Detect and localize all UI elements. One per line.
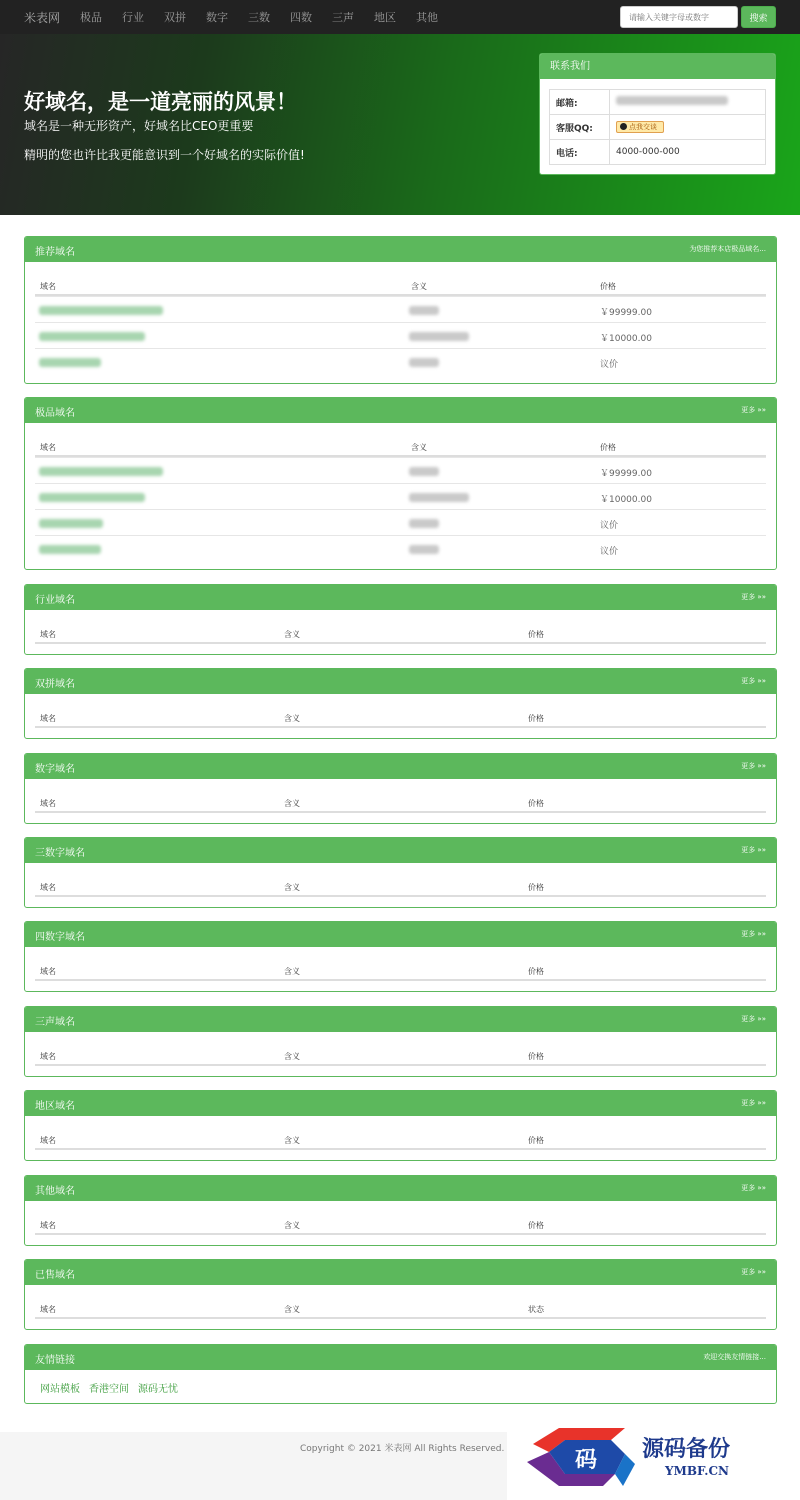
- penguin-icon: [620, 123, 627, 130]
- panel-more-link[interactable]: 更多 »»: [741, 762, 766, 770]
- domain-price: ￥99999.00: [600, 308, 652, 318]
- table-header: [35, 957, 766, 981]
- col-meaning: 含义: [284, 630, 300, 639]
- domain-price: ￥10000.00: [600, 495, 652, 505]
- panel-three-digit: [24, 837, 777, 908]
- panel-header: [25, 398, 776, 423]
- panel-four-digit: [24, 921, 777, 992]
- panel-header: [25, 1176, 776, 1201]
- col-price: 价格: [528, 799, 544, 808]
- col-price: 价格: [528, 714, 544, 723]
- domain-link[interactable]: [39, 306, 163, 315]
- nav-item-industry[interactable]: 行业: [122, 11, 144, 24]
- col-domain: 域名: [40, 1136, 56, 1145]
- domain-link[interactable]: [39, 545, 101, 554]
- domain-table: [35, 704, 766, 728]
- nav-item-other[interactable]: 其他: [416, 11, 438, 24]
- table-header: [35, 620, 766, 644]
- table-header: [35, 433, 766, 457]
- panel-more-link[interactable]: 更多 »»: [741, 1184, 766, 1192]
- panel-header: [25, 1007, 776, 1032]
- table-header: [35, 1042, 766, 1066]
- search-button[interactable]: 搜索: [741, 6, 776, 28]
- hero-title: 好域名，是一道亮丽的风景！: [24, 90, 297, 114]
- panel-more-link[interactable]: 更多 »»: [741, 677, 766, 685]
- panel-title: 双拼域名: [35, 679, 75, 690]
- panel-more-link[interactable]: 更多 »»: [741, 406, 766, 414]
- panel-header: [25, 1260, 776, 1285]
- panel-title: 极品域名: [35, 408, 75, 419]
- table-header: [35, 873, 766, 897]
- domain-table: [35, 957, 766, 981]
- col-domain: 域名: [40, 1305, 56, 1314]
- panel-title: 友情链接: [35, 1355, 75, 1366]
- panel-more-link[interactable]: 更多 »»: [741, 846, 766, 854]
- email-label: 邮箱:: [550, 90, 610, 115]
- panel-other: [24, 1175, 777, 1246]
- domain-link[interactable]: [39, 467, 163, 476]
- domain-link[interactable]: [39, 358, 101, 367]
- panel-header: [25, 669, 776, 694]
- panel-digits: [24, 753, 777, 824]
- domain-meaning: [409, 332, 469, 341]
- domain-meaning: [409, 358, 439, 367]
- panel-more-link[interactable]: 更多 »»: [741, 1099, 766, 1107]
- friend-link[interactable]: 源码无忧: [138, 1384, 178, 1395]
- panel-header: [25, 922, 776, 947]
- panel-friend-links: [24, 1344, 777, 1404]
- panel-three-tone: [24, 1006, 777, 1077]
- domain-table: [35, 1042, 766, 1066]
- col-meaning: 含义: [284, 714, 300, 723]
- col-price: 价格: [528, 967, 544, 976]
- panel-header: [25, 1345, 776, 1370]
- table-header: [35, 1126, 766, 1150]
- panel-sold: [24, 1259, 777, 1330]
- panel-premium: [24, 397, 777, 570]
- domain-table: [35, 1295, 766, 1319]
- col-meaning: 含义: [284, 1221, 300, 1230]
- domain-meaning: [409, 467, 439, 476]
- panel-title: 已售域名: [35, 1270, 75, 1281]
- friend-link[interactable]: 网站模板: [40, 1384, 80, 1395]
- panel-title: 数字域名: [35, 764, 75, 775]
- panel-title: 其他域名: [35, 1186, 75, 1197]
- col-domain: 域名: [40, 714, 56, 723]
- panel-recommended: [24, 236, 777, 384]
- col-domain: 域名: [40, 1221, 56, 1230]
- watermark-logo: [519, 1424, 637, 1492]
- phone-value: 4000-000-000: [610, 140, 766, 165]
- col-price: 价格: [600, 443, 616, 452]
- domain-link[interactable]: [39, 332, 145, 341]
- nav-menu: [70, 9, 448, 25]
- domain-price: 议价: [600, 360, 619, 370]
- hero-tagline: 精明的您也许比我更能意识到一个好域名的实际价值!: [24, 148, 305, 162]
- contact-title: 联系我们: [540, 54, 775, 79]
- watermark: [507, 1420, 800, 1500]
- col-domain: 域名: [40, 883, 56, 892]
- panel-header: [25, 838, 776, 863]
- nav-item-region[interactable]: 地区: [374, 11, 396, 24]
- watermark-glyph: 码: [575, 1447, 598, 1473]
- domain-meaning: [409, 545, 439, 554]
- panel-header: [25, 585, 776, 610]
- col-meaning: 含义: [284, 799, 300, 808]
- phone-label: 电话:: [550, 140, 610, 165]
- search-input[interactable]: [620, 6, 738, 28]
- domain-table: [35, 1126, 766, 1150]
- panel-title: 四数字域名: [35, 932, 85, 943]
- domain-link[interactable]: [39, 519, 103, 528]
- panel-more-link[interactable]: 欢迎交换友情链接...: [703, 1353, 766, 1361]
- panel-header: [25, 1091, 776, 1116]
- top-navbar: [0, 0, 800, 34]
- panel-more-link[interactable]: 更多 »»: [741, 593, 766, 601]
- table-row: [35, 296, 766, 322]
- col-meaning: 含义: [284, 1305, 300, 1314]
- col-meaning: 含义: [411, 443, 427, 452]
- panel-title: 行业域名: [35, 595, 75, 606]
- nav-item-four-digit[interactable]: 四数: [290, 11, 312, 24]
- domain-price: 议价: [600, 547, 619, 557]
- panel-more-link[interactable]: 更多 »»: [741, 1015, 766, 1023]
- qq-label: 客服QQ:: [550, 115, 610, 140]
- nav-item-premium[interactable]: 极品: [80, 11, 102, 24]
- panel-title: 三声域名: [35, 1017, 75, 1028]
- domain-link[interactable]: [39, 493, 145, 502]
- table-row: [35, 535, 766, 561]
- contact-box: [539, 53, 776, 175]
- qq-value: [610, 115, 766, 140]
- watermark-url: YMBF.CN: [665, 1464, 730, 1478]
- panel-pinyin: [24, 668, 777, 739]
- watermark-title: 源码备份: [642, 1437, 731, 1462]
- nav-item-digits[interactable]: 数字: [206, 11, 228, 24]
- panel-header: [25, 237, 776, 262]
- col-price: 价格: [528, 1221, 544, 1230]
- nav-item-three-tone[interactable]: 三声: [332, 11, 354, 24]
- col-domain: 域名: [40, 443, 56, 452]
- col-domain: 域名: [40, 967, 56, 976]
- domain-table: [35, 433, 766, 561]
- table-header: [35, 704, 766, 728]
- copyright: Copyright © 2021 米表网 All Rights Reserved.: [300, 1444, 505, 1454]
- domain-table: [35, 620, 766, 644]
- hero-subtitle: 域名是一种无形资产，好域名比CEO更重要: [24, 119, 254, 133]
- table-row: [35, 509, 766, 535]
- col-meaning: 含义: [284, 967, 300, 976]
- panel-more-link[interactable]: 更多 »»: [741, 1268, 766, 1276]
- col-meaning: 含义: [284, 1052, 300, 1061]
- table-header: [35, 1211, 766, 1235]
- domain-table: [35, 789, 766, 813]
- col-price: 价格: [528, 1136, 544, 1145]
- domain-price: ￥99999.00: [600, 469, 652, 479]
- domain-table: [35, 272, 766, 374]
- col-domain: 域名: [40, 799, 56, 808]
- blurred-email: [616, 96, 728, 105]
- domain-meaning: [409, 306, 439, 315]
- qq-chat-label: 点我交谈: [629, 123, 657, 131]
- friend-links: [40, 1380, 187, 1395]
- domain-meaning: [409, 519, 439, 528]
- table-row: [35, 483, 766, 509]
- table-header: [35, 789, 766, 813]
- table-row: [35, 457, 766, 483]
- domain-price: 议价: [600, 521, 619, 531]
- domain-price: ￥10000.00: [600, 334, 652, 344]
- col-meaning: 含义: [284, 1136, 300, 1145]
- col-price: 价格: [528, 630, 544, 639]
- panel-industry: [24, 584, 777, 655]
- table-header: [35, 272, 766, 296]
- col-domain: 域名: [40, 630, 56, 639]
- panel-more-link[interactable]: 更多 »»: [741, 930, 766, 938]
- panel-title: 推荐域名: [35, 247, 75, 258]
- col-status: 状态: [528, 1305, 544, 1314]
- qq-chat-button[interactable]: [616, 121, 664, 133]
- col-price: 价格: [600, 282, 616, 291]
- panel-more-link[interactable]: 为您推荐本店极品域名...: [689, 245, 766, 253]
- nav-item-pinyin[interactable]: 双拼: [164, 11, 186, 24]
- panel-title: 地区域名: [35, 1101, 75, 1112]
- table-row: [35, 322, 766, 348]
- friend-link[interactable]: 香港空间: [89, 1384, 129, 1395]
- domain-table: [35, 873, 766, 897]
- contact-table: [549, 89, 766, 165]
- col-price: 价格: [528, 883, 544, 892]
- email-value: [610, 90, 766, 115]
- table-header: [35, 1295, 766, 1319]
- col-domain: 域名: [40, 1052, 56, 1061]
- panel-header: [25, 754, 776, 779]
- panel-title: 三数字域名: [35, 848, 85, 859]
- col-meaning: 含义: [411, 282, 427, 291]
- table-row: [35, 348, 766, 374]
- brand-logo[interactable]: 米表网: [24, 11, 61, 25]
- panel-region: [24, 1090, 777, 1161]
- domain-table: [35, 1211, 766, 1235]
- col-price: 价格: [528, 1052, 544, 1061]
- col-domain: 域名: [40, 282, 56, 291]
- domain-meaning: [409, 493, 469, 502]
- nav-item-three-digit[interactable]: 三数: [248, 11, 270, 24]
- hero-banner: [0, 34, 800, 215]
- col-meaning: 含义: [284, 883, 300, 892]
